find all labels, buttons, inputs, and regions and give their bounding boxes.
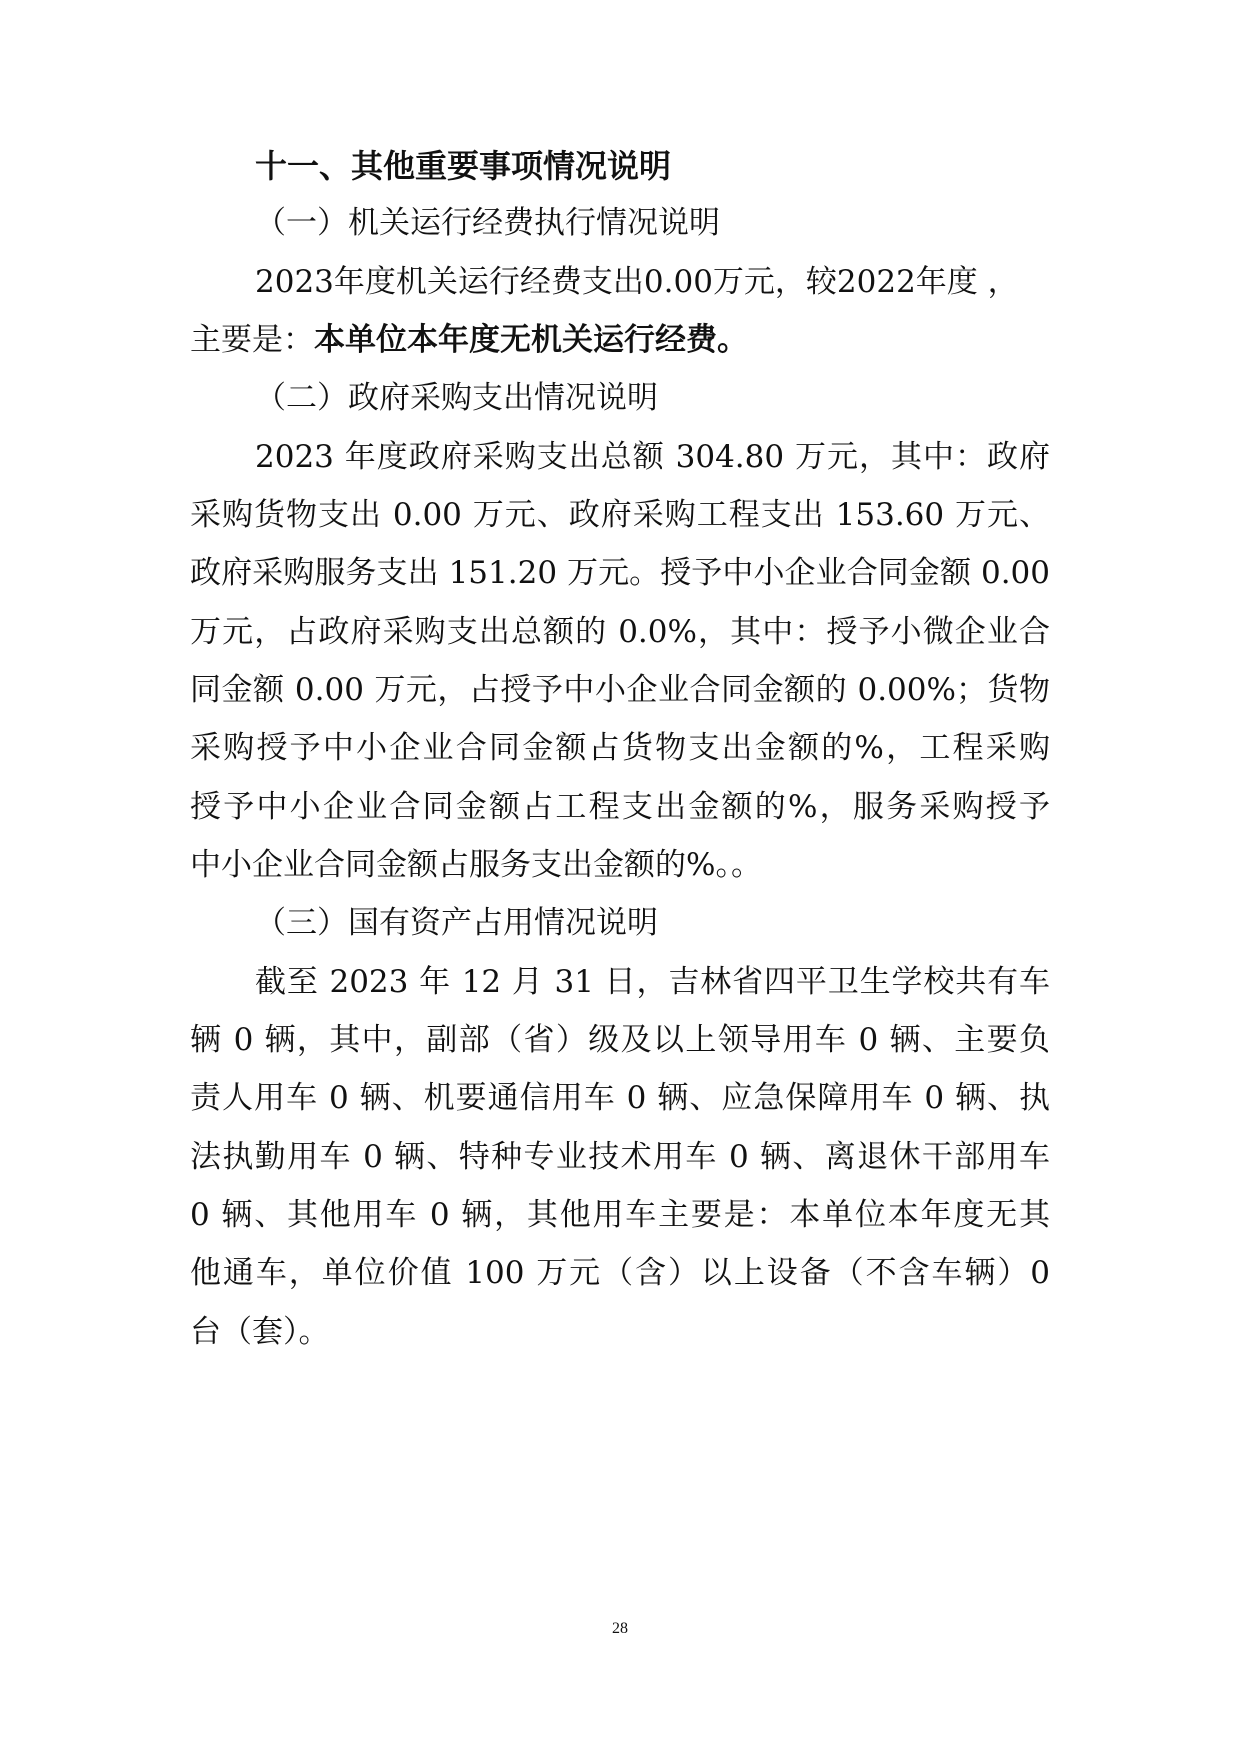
part2-line: 同金额 0.00 万元，占授予中小企业合同金额的 0.00%；货物 — [190, 672, 1050, 708]
page-number: 28 — [612, 1620, 628, 1637]
part3-line: 法执勤用车 0 辆、特种专业技术用车 0 辆、离退休干部用车 — [190, 1139, 1050, 1175]
part2-title: （二）政府采购支出情况说明 — [255, 380, 658, 416]
part3-line: 辆 0 辆，其中，副部（省）级及以上领导用车 0 辆、主要负 — [190, 1022, 1050, 1058]
part2-line: 授予中小企业合同金额占工程支出金额的%，服务采购授予 — [190, 789, 1050, 825]
part3-title: （三）国有资产占用情况说明 — [255, 905, 658, 941]
section-heading: 十一、其他重要事项情况说明 — [255, 147, 672, 185]
part2-line: 2023 年度政府采购支出总额 304.80 万元，其中：政府 — [255, 439, 1050, 475]
part1-line-2-bold: 本单位本年度无机关运行经费。 — [314, 322, 748, 358]
part2-line: 采购货物支出 0.00 万元、政府采购工程支出 153.60 万元、 — [190, 497, 1050, 533]
part2-line: 政府采购服务支出 151.20 万元。授予中小企业合同金额 0.00 — [190, 555, 1050, 591]
part2-line: 采购授予中小企业合同金额占货物支出金额的%，工程采购 — [190, 730, 1050, 766]
part2-line: 万元，占政府采购支出总额的 0.0%，其中：授予小微企业合 — [190, 614, 1050, 650]
part1-line-2 — [190, 320, 748, 360]
part3-line: 台（套）。 — [190, 1314, 330, 1350]
part3-line: 责人用车 0 辆、机要通信用车 0 辆、应急保障用车 0 辆、执 — [190, 1080, 1050, 1116]
part1-line-1: 2023年度机关运行经费支出0.00万元，较2022年度 ， — [255, 264, 1019, 300]
part1-title: （一）机关运行经费执行情况说明 — [255, 205, 720, 241]
part2-line: 中小企业合同金额占服务支出金额的%。。 — [190, 847, 762, 883]
part1-line-2-prefix: 主要是： — [190, 322, 314, 358]
part3-line: 0 辆、其他用车 0 辆，其他用车主要是：本单位本年度无其 — [190, 1197, 1050, 1233]
part3-line: 截至 2023 年 12 月 31 日，吉林省四平卫生学校共有车 — [255, 964, 1050, 1000]
part3-line: 他通车，单位价值 100 万元（含）以上设备（不含车辆）0 — [190, 1255, 1050, 1291]
